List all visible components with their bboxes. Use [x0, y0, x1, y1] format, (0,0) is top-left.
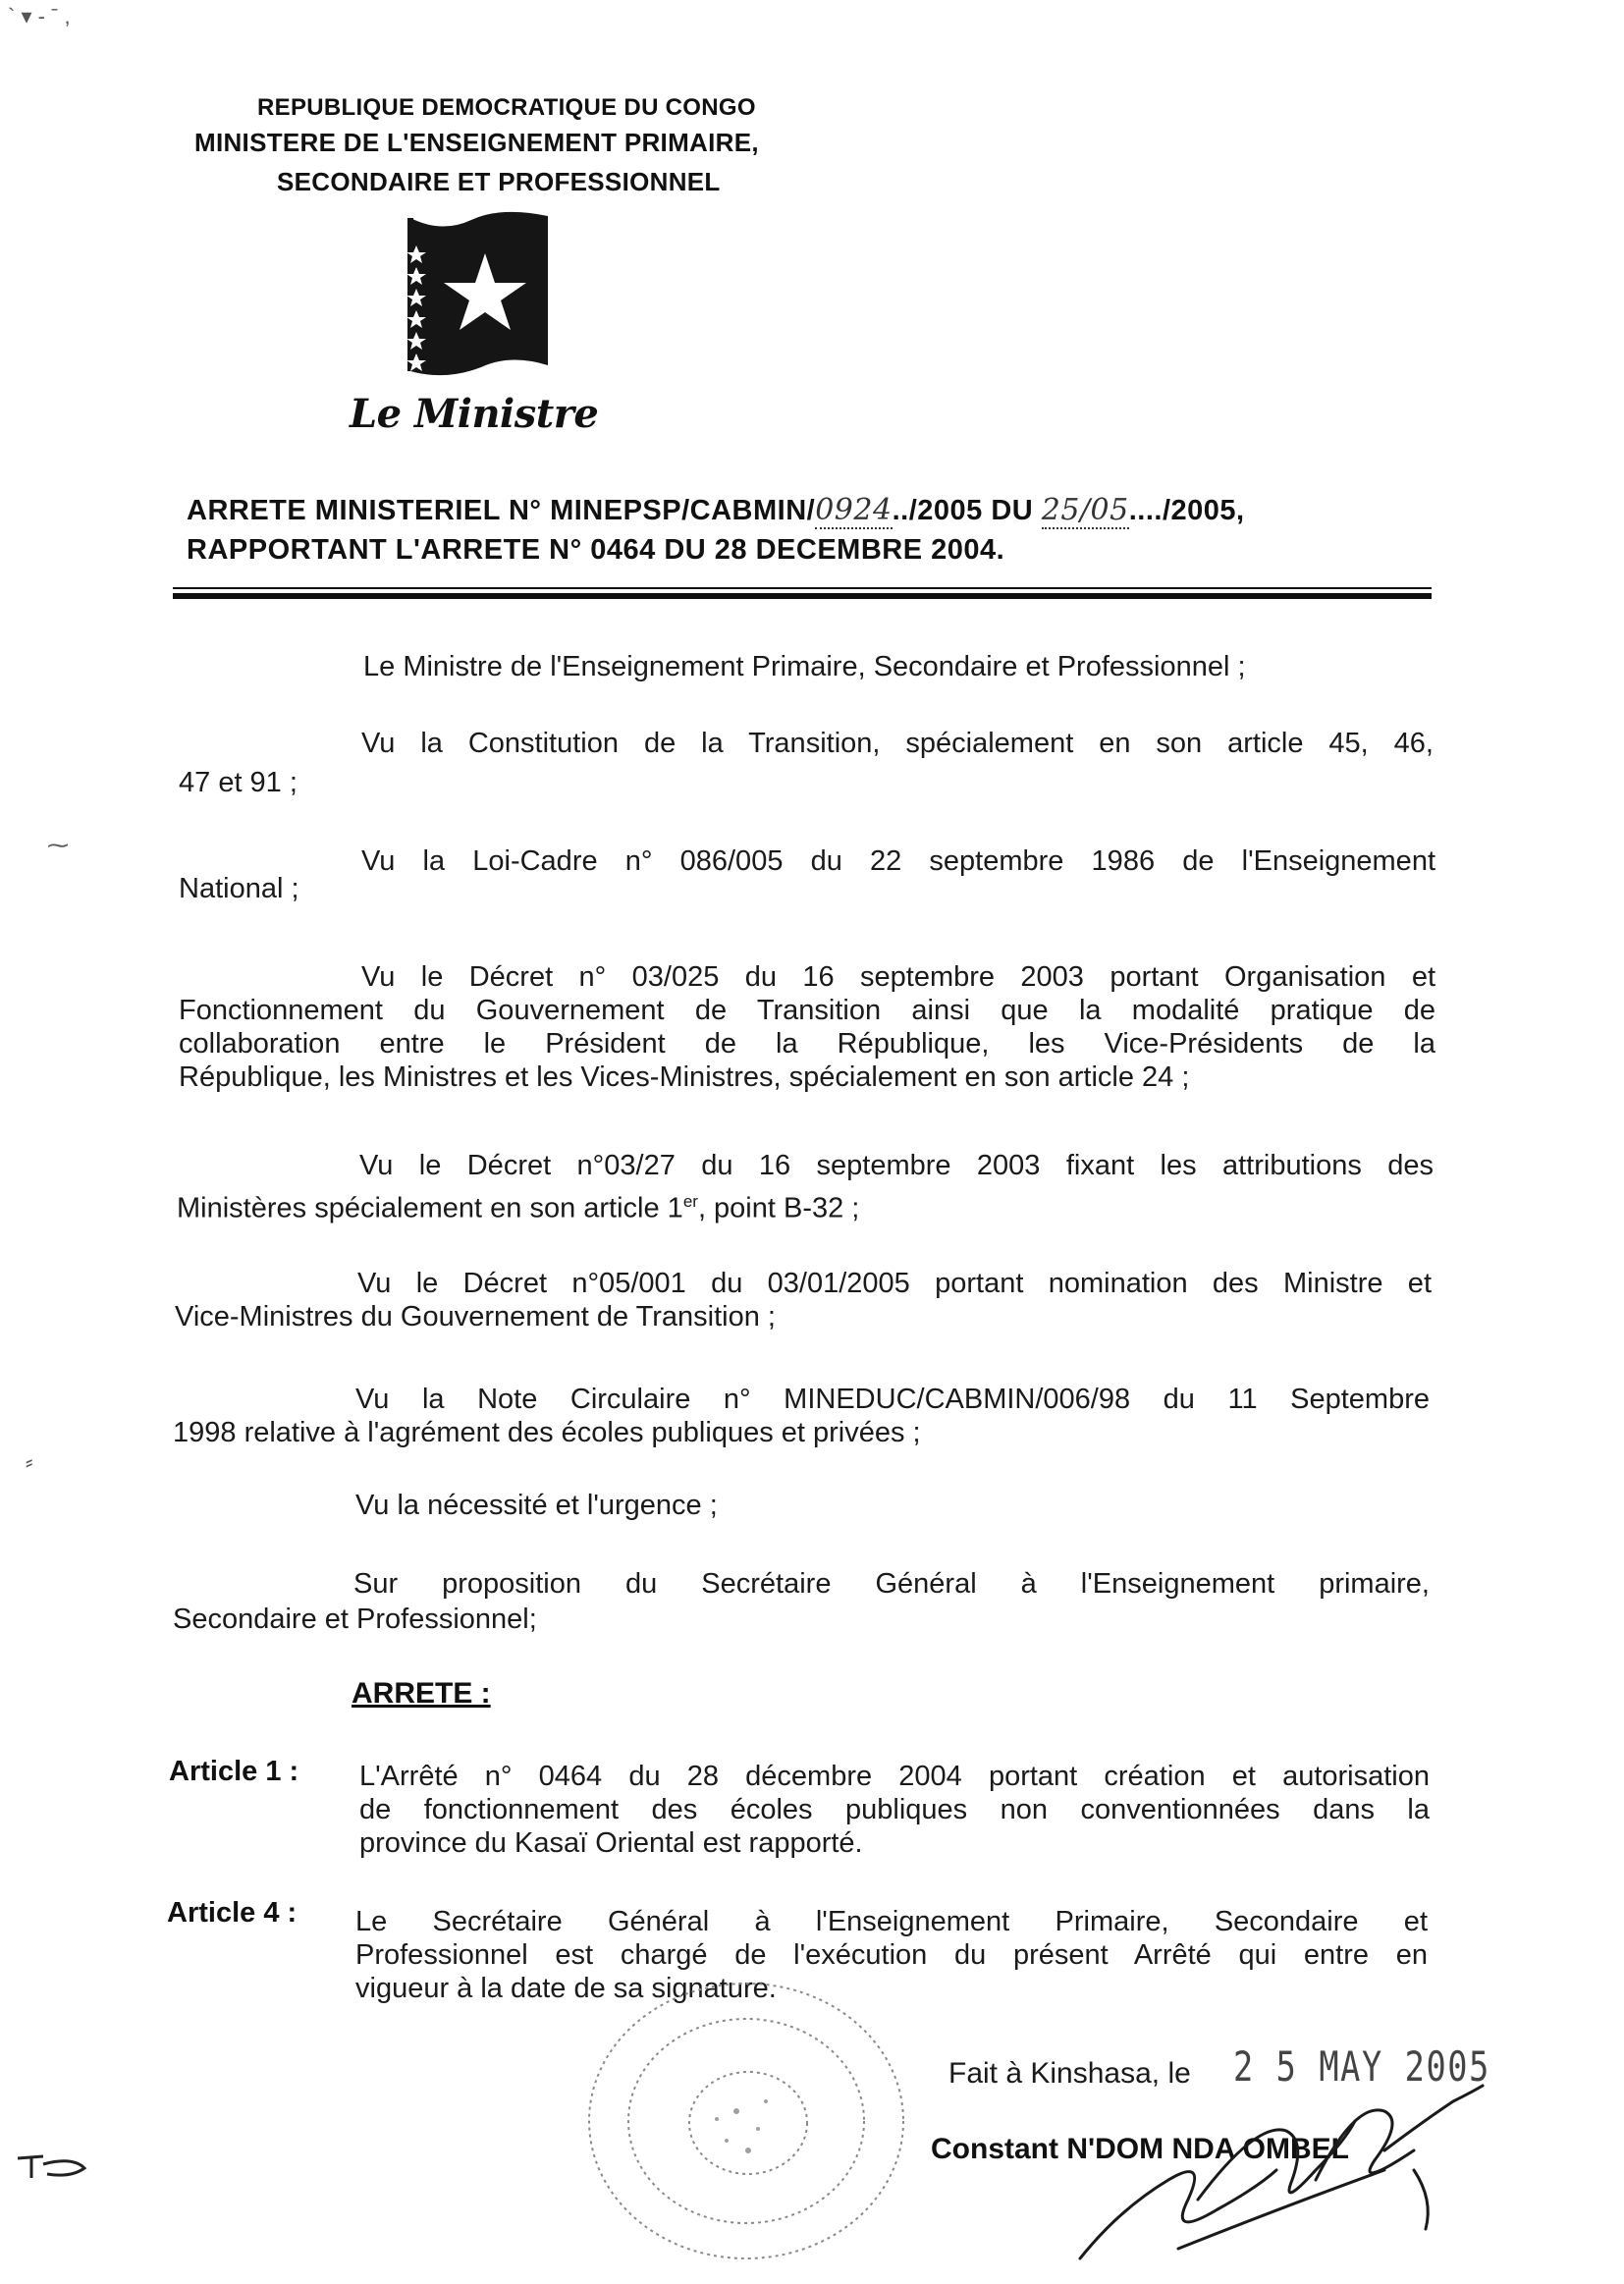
- article-4-line3: vigueur à la date de sa signature.: [355, 1973, 777, 2004]
- decree-title-line1: [187, 493, 1245, 527]
- scan-speck: ` ▾ - ˉ ,: [8, 4, 71, 28]
- closing-date-stamp: 2 5 MAY 2005: [1233, 2042, 1490, 2091]
- preamble-decret-1-line3: collaboration entre le Président de la République, les Vice-Présidents de la: [179, 1028, 1435, 1060]
- decree-title-du: ../2005 DU: [892, 495, 1042, 526]
- preamble-decret-2-line1: Vu le Décret n°03/27 du 16 septembre 2003 fixant les attributions des: [359, 1150, 1434, 1181]
- header-ministry-line1: MINISTERE DE L'ENSEIGNEMENT PRIMAIRE,: [194, 128, 759, 157]
- official-seal-stamp: [579, 1974, 913, 2268]
- margin-scribble: [14, 2147, 92, 2186]
- article-1-line2: de fonctionnement des écoles publiques non conventionnées dans la: [359, 1794, 1430, 1825]
- preamble-decret-3-line1: Vu le Décret n°05/001 du 03/01/2005 portant nomination des Ministre et: [357, 1268, 1432, 1299]
- preamble-constitution-cont: 47 et 91 ;: [179, 767, 298, 798]
- handwritten-signature: [1060, 2062, 1512, 2278]
- scan-speck: ⁓: [47, 833, 69, 857]
- preamble-constitution: Vu la Constitution de la Transition, spécialement en son article 45, 46,: [361, 728, 1434, 759]
- preamble-proposition-line1: Sur proposition du Secrétaire Général à l'Enseignement primaire,: [353, 1568, 1430, 1600]
- article-1-line1: L'Arrêté n° 0464 du 28 décembre 2004 portant création et autorisation: [359, 1761, 1430, 1792]
- preamble-loi-cadre: Vu la Loi-Cadre n° 086/005 du 22 septembre 1986 de l'Enseignement: [361, 845, 1435, 877]
- preamble-decret-1-line2: Fonctionnement du Gouvernement de Transition ainsi que la modalité pratique de: [179, 995, 1435, 1026]
- article-4-line2: Professionnel est chargé de l'exécution du présent Arrêté qui entre en: [355, 1939, 1428, 1971]
- decree-title-prefix: ARRETE MINISTERIEL N° MINEPSP/CABMIN/: [187, 495, 816, 526]
- divider-thin: [173, 587, 1432, 589]
- minister-title: Le Ministre: [350, 391, 599, 437]
- preamble-minister: Le Ministre de l'Enseignement Primaire, Secondaire et Professionnel ;: [363, 651, 1246, 682]
- signatory-name: Constant N'DOM NDA OMBEL: [931, 2133, 1349, 2165]
- preamble-urgence: Vu la nécessité et l'urgence ;: [355, 1490, 718, 1521]
- scan-speck: ⸗: [26, 1449, 33, 1474]
- preamble-circulaire-line1: Vu la Note Circulaire n° MINEDUC/CABMIN/006/98 du 11 Septembre: [355, 1384, 1430, 1415]
- preamble-decret-1-line1: Vu le Décret n° 03/025 du 16 septembre 2003 portant Organisation et: [361, 961, 1435, 993]
- header-ministry-line2: SECONDAIRE ET PROFESSIONNEL: [277, 167, 721, 196]
- decree-title-line2: RAPPORTANT L'ARRETE N° 0464 DU 28 DECEMBRE 2004.: [187, 534, 1005, 566]
- header-country: REPUBLIQUE DEMOCRATIQUE DU CONGO: [257, 94, 756, 121]
- flag-emblem-icon: [403, 206, 560, 383]
- article-1-label: Article 1 :: [169, 1756, 299, 1787]
- preamble-decret-2-line2: Ministères spécialement en son article 1er, point B-32 ;: [177, 1192, 860, 1224]
- decree-title-year: ..../2005,: [1128, 495, 1245, 526]
- decree-number-handwritten: 0924: [815, 493, 893, 527]
- decree-date-handwritten: 25/05: [1041, 493, 1129, 527]
- arrete-heading: ARRETE :: [352, 1677, 491, 1710]
- preamble-decret-3-line2: Vice-Ministres du Gouvernement de Transition ;: [175, 1301, 776, 1332]
- preamble-proposition-line2: Secondaire et Professionnel;: [173, 1604, 537, 1635]
- divider-thick: [173, 593, 1432, 599]
- article-4-label: Article 4 :: [167, 1897, 298, 1929]
- preamble-decret-1-line4: République, les Ministres et les Vices-Ministres, spécialement en son article 24 ;: [179, 1061, 1190, 1093]
- closing-place: Fait à Kinshasa, le: [948, 2057, 1191, 2090]
- preamble-loi-cadre-cont: National ;: [179, 873, 299, 904]
- article-1-line3: province du Kasaï Oriental est rapporté.: [359, 1827, 863, 1859]
- article-4-line1: Le Secrétaire Général à l'Enseignement Primaire, Secondaire et: [355, 1906, 1428, 1937]
- preamble-circulaire-line2: 1998 relative à l'agrément des écoles publiques et privées ;: [173, 1417, 921, 1448]
